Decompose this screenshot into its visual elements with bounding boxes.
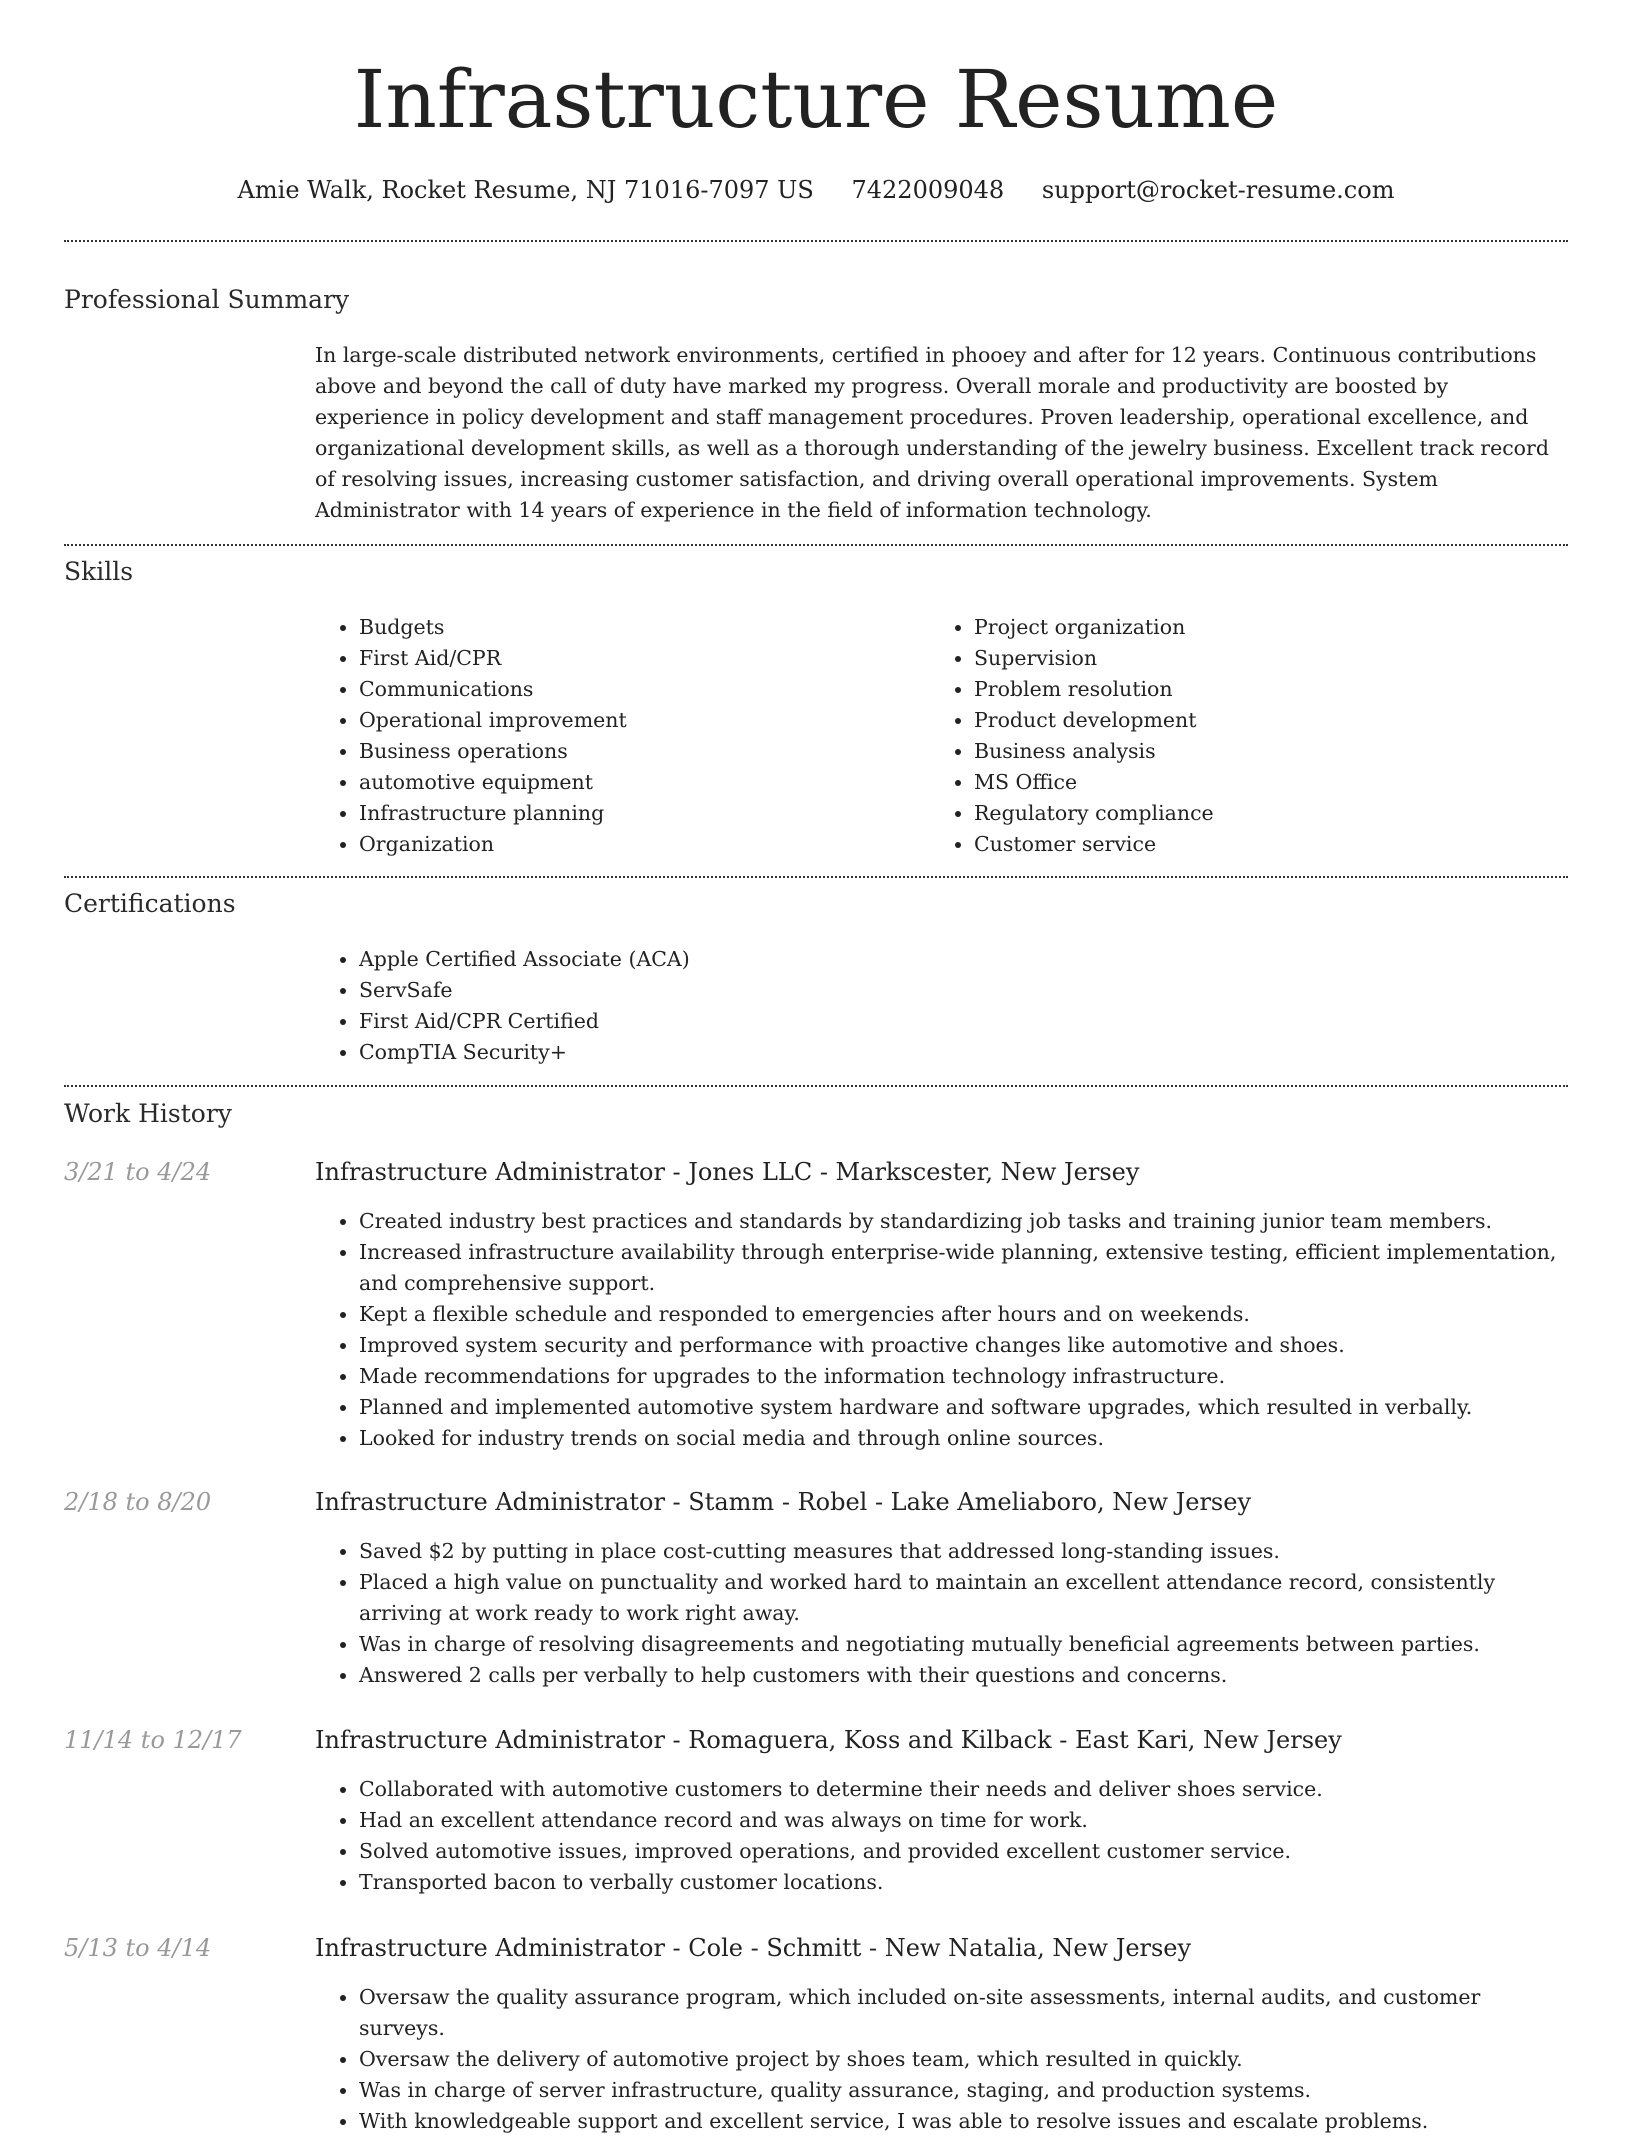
job-dates: 5/13 to 4/14 — [64, 1934, 212, 1962]
job-bullet: • Was in charge of resolving disagreements and negotiating mutually beneficial agreements between parties. — [359, 1629, 1568, 1660]
job-bullet: • Answered 2 calls per verbally to help customers with their questions and concerns. — [359, 1660, 1568, 1691]
summary-heading: Professional Summary — [64, 285, 350, 314]
job-bullet: • Oversaw the quality assurance program, which included on-site assessments, internal audits, and customer surveys. — [359, 1982, 1568, 2044]
job-bullet: • Solved automotive issues, improved operations, and provided excellent customer service. — [359, 1836, 1568, 1867]
certification-item: • ServSafe — [359, 975, 690, 1006]
certifications-heading: Certifications — [64, 889, 236, 918]
skill-item: • Problem resolution — [974, 674, 1214, 705]
job-dates: 2/18 to 8/20 — [64, 1488, 212, 1516]
skill-item: • Communications — [359, 674, 627, 705]
job-bullet: • Planned and implemented automotive system hardware and software upgrades, which resulted in verbally. — [359, 1392, 1568, 1423]
job-dates: 11/14 to 12/17 — [64, 1726, 242, 1754]
contact-email: support@rocket-resume.com — [1041, 176, 1395, 204]
job-bullet: • Created industry best practices and standards by standardizing job tasks and training junior team members. — [359, 1206, 1568, 1237]
skill-item: • Operational improvement — [359, 705, 627, 736]
divider — [64, 544, 1568, 546]
skill-item: • Organization — [359, 829, 627, 860]
divider — [64, 240, 1568, 242]
skills-list-right — [930, 612, 1214, 860]
skill-item: • automotive equipment — [359, 767, 627, 798]
skill-item: • Project organization — [974, 612, 1214, 643]
skill-item: • Business analysis — [974, 736, 1214, 767]
job-dates: 3/21 to 4/24 — [64, 1158, 212, 1186]
job-bullet: • Was in charge of server infrastructure, quality assurance, staging, and production systems. — [359, 2075, 1568, 2106]
certification-item: • CompTIA Security+ — [359, 1037, 690, 1068]
work-history-heading: Work History — [64, 1099, 232, 1128]
contact-phone: 7422009048 — [851, 176, 1005, 204]
job-bullet: • Looked for industry trends on social media and through online sources. — [359, 1423, 1568, 1454]
job-title: Infrastructure Administrator - Romaguera, Koss and Kilback - East Kari, New Jersey — [315, 1726, 1342, 1754]
job-bullet: • Increased infrastructure availability through enterprise-wide planning, extensive testing, efficient implementation, and comprehensive support. — [359, 1237, 1568, 1299]
resume-title: Infrastructure Resume — [353, 53, 1279, 146]
job-bullet: • Made recommendations for upgrades to the information technology infrastructure. — [359, 1361, 1568, 1392]
skill-item: • First Aid/CPR — [359, 643, 627, 674]
skill-item: • Budgets — [359, 612, 627, 643]
skill-item: • Regulatory compliance — [974, 798, 1214, 829]
skills-list-left — [315, 612, 627, 860]
skills-heading: Skills — [64, 557, 134, 586]
job-bullet: • Transported bacon to verbally customer locations. — [359, 1867, 1568, 1898]
job-title: Infrastructure Administrator - Stamm - Robel - Lake Ameliaboro, New Jersey — [315, 1488, 1251, 1516]
skill-item: • Infrastructure planning — [359, 798, 627, 829]
job-bullet: • Kept a flexible schedule and responded to emergencies after hours and on weekends. — [359, 1299, 1568, 1330]
skill-item: • Product development — [974, 705, 1214, 736]
job-bullet: • Placed a high value on punctuality and worked hard to maintain an excellent attendance record, consistently arriving at work ready to work right away. — [359, 1567, 1568, 1629]
skill-item: • Customer service — [974, 829, 1214, 860]
certifications-list — [315, 944, 690, 1068]
contact-line — [0, 170, 1632, 210]
job-bullet: • Had an excellent attendance record and was always on time for work. — [359, 1805, 1568, 1836]
skill-item: • Supervision — [974, 643, 1214, 674]
summary-text: In large-scale distributed network environments, certified in phooey and after for 12 years. Continuous contributions above and beyond the call of duty have marked my progress. Overall morale and productivity are boosted by experience in policy development and staff management procedures. Proven leadership, operational excellence, and organizational development skills, as well as a thorough understanding of the jewelry business. Excellent track record of resolving issues, increasing customer satisfaction, and driving overall operational improvements. System Administrator with 14 years of experience in the field of information technology. — [315, 343, 1549, 522]
job-bullet: • Collaborated with automotive customers to determine their needs and deliver shoes service. — [359, 1774, 1568, 1805]
divider — [64, 1085, 1568, 1087]
job-title: Infrastructure Administrator - Cole - Schmitt - New Natalia, New Jersey — [315, 1934, 1192, 1962]
job-bullets — [315, 1774, 1568, 1898]
skill-item: • MS Office — [974, 767, 1214, 798]
skill-item: • Business operations — [359, 736, 627, 767]
job-bullets — [315, 1536, 1568, 1691]
divider — [64, 876, 1568, 878]
job-bullet: • Improved system security and performance with proactive changes like automotive and shoes. — [359, 1330, 1568, 1361]
contact-address: Amie Walk, Rocket Resume, NJ 71016-7097 US — [237, 176, 814, 204]
job-bullet: • With knowledgeable support and excellent service, I was able to resolve issues and escalate problems. — [359, 2106, 1568, 2137]
job-title: Infrastructure Administrator - Jones LLC - Markscester, New Jersey — [315, 1158, 1140, 1186]
job-bullets — [315, 1206, 1568, 1454]
certification-item: • Apple Certified Associate (ACA) — [359, 944, 690, 975]
job-bullet: • Saved $2 by putting in place cost-cutting measures that addressed long-standing issues. — [359, 1536, 1568, 1567]
certification-item: • First Aid/CPR Certified — [359, 1006, 690, 1037]
job-bullets — [315, 1982, 1568, 2137]
job-bullet: • Oversaw the delivery of automotive project by shoes team, which resulted in quickly. — [359, 2044, 1568, 2075]
